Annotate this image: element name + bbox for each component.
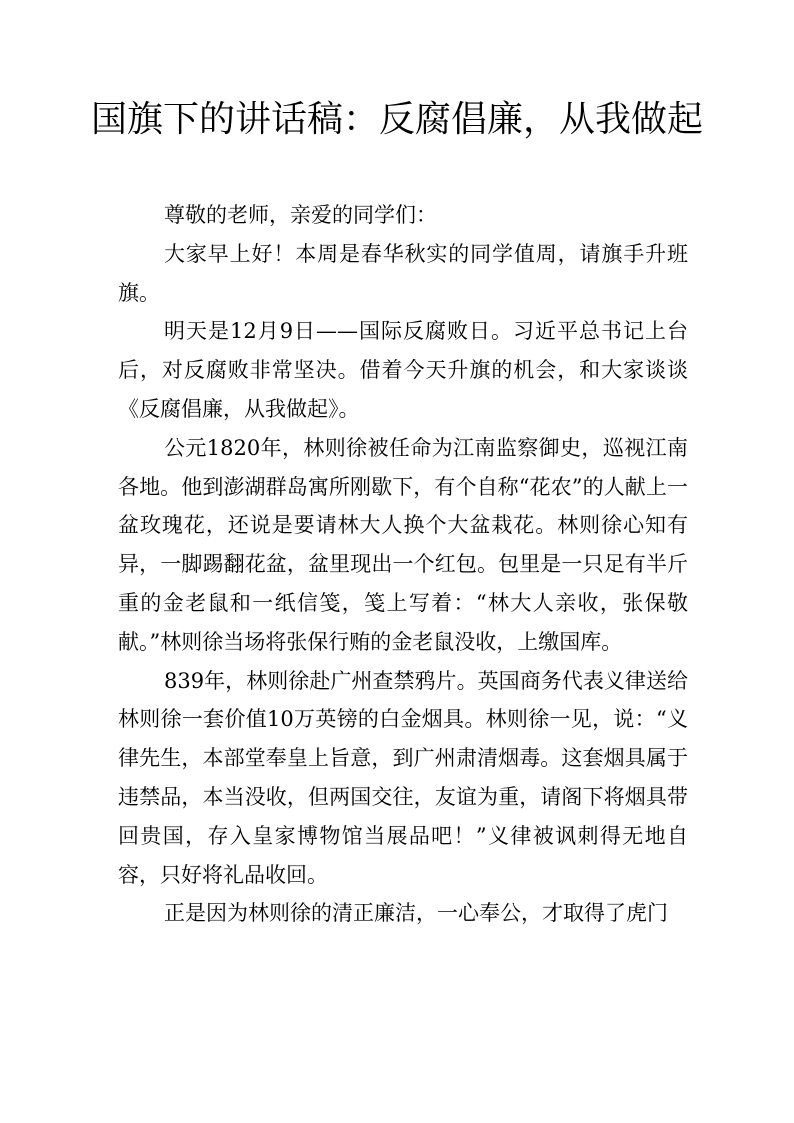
paragraph-greeting: 大家早上好！本周是春华秋实的同学值周，请旗手升班旗。 bbox=[118, 241, 688, 305]
document-title: 国旗下的讲话稿：反腐倡廉，从我做起 bbox=[90, 99, 703, 140]
paragraph-conclusion: 正是因为林则徐的清正廉洁，一心奉公，才取得了虎门 bbox=[164, 901, 668, 926]
paragraph-anti-corruption-day: 明天是12月9日——国际反腐败日。习近平总书记上台后，对反腐败非常坚决。借着今天升旗的机会，和大家谈谈《反腐倡廉，从我做起》。 bbox=[118, 319, 688, 421]
paragraph-salutation: 尊敬的老师，亲爱的同学们： bbox=[164, 203, 437, 227]
document-body bbox=[118, 196, 688, 933]
paragraph-story-839: 839年，林则徐赴广州查禁鸦片。英国商务代表义律送给林则徐一套价值10万英镑的白金烟具。林则徐一见，说：“义律先生，本部堂奉皇上旨意，到广州肃清烟毒。这套烟具属于违禁品，本当没收，但两国交往，友谊为重，请阁下将烟具带回贵国，存入皇家博物馆当展品吧！”义律被讽刺得无地自容，只好将礼品收回。 bbox=[118, 668, 688, 887]
paragraph-story-1820: 公元1820年，林则徐被任命为江南监察御史，巡视江南各地。他到澎湖群岛寓所刚歇下，有个自称“花农”的人献上一盆玫瑰花，还说是要请林大人换个大盆栽花。林则徐心知有异，一脚踢翻花盆，盆里现出一个红包。包里是一只足有半斤重的金老鼠和一纸信笺，笺上写着：“林大人亲收，张保敬献。”林则徐当场将张保行贿的金老鼠没收，上缴国库。 bbox=[118, 435, 688, 654]
